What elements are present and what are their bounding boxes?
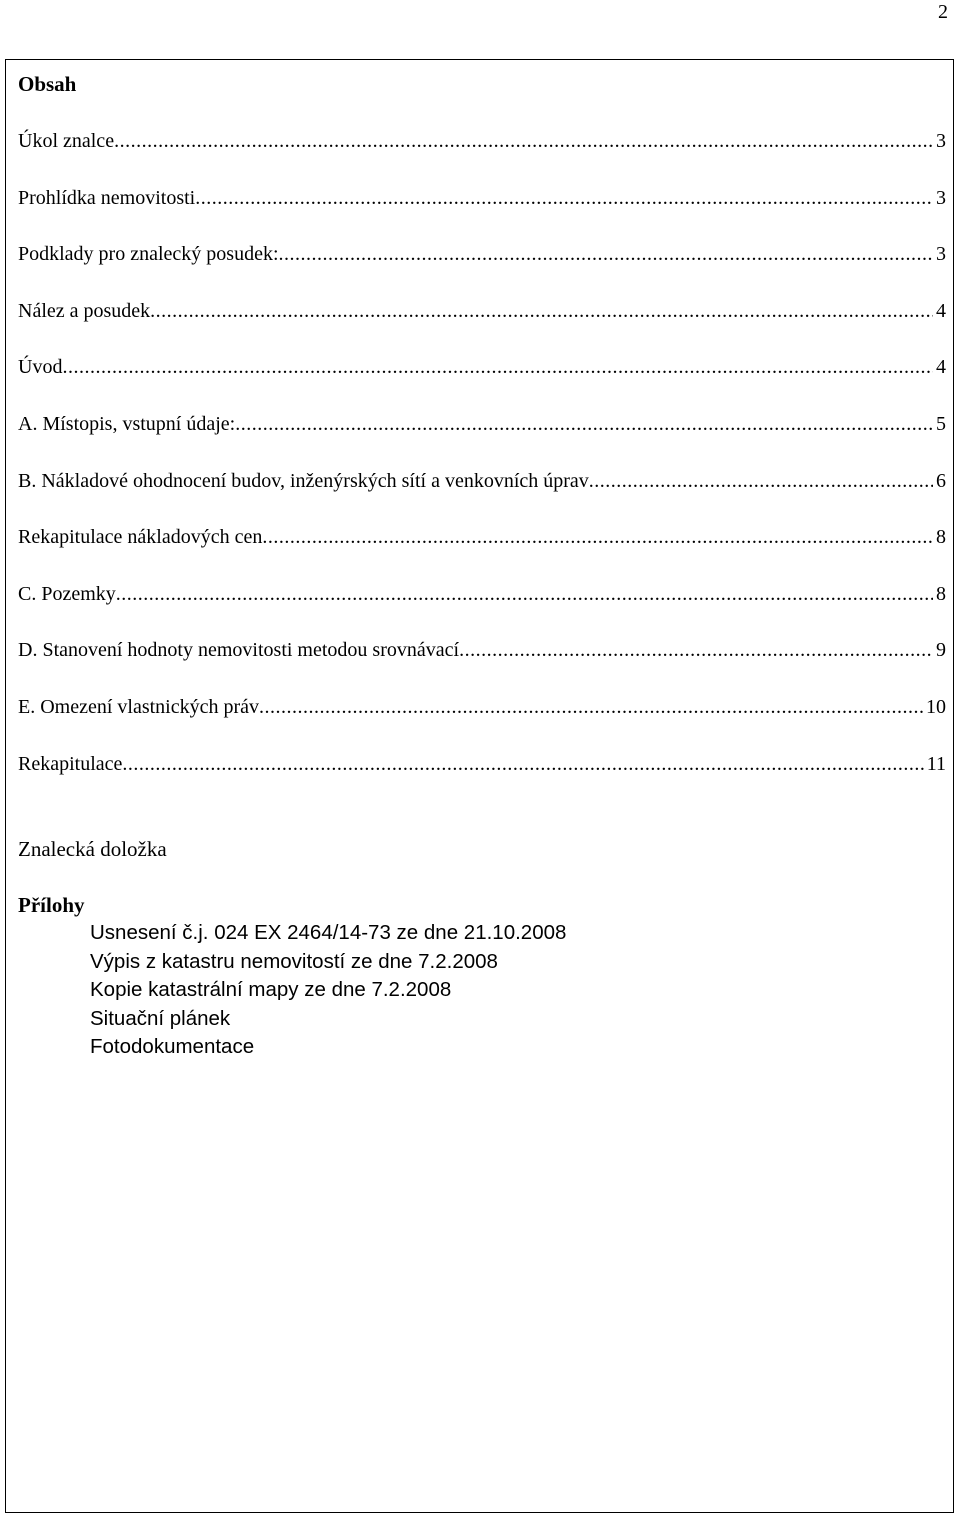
attachment-item: Fotodokumentace — [90, 1035, 255, 1059]
toc-entry-page: 6 — [936, 469, 946, 492]
toc-entry-label: E. Omezení vlastnických práv — [18, 695, 260, 718]
toc-entry-page: 9 — [936, 639, 946, 662]
toc-entry-label: Podklady pro znalecký posudek: — [18, 243, 279, 266]
toc-entry-label: Rekapitulace — [18, 752, 123, 775]
toc-entry[interactable] — [18, 241, 946, 298]
toc-entry-label: A. Místopis, vstupní údaje: — [18, 412, 236, 435]
toc-entry[interactable] — [18, 468, 946, 525]
toc-entry-page: 8 — [936, 582, 946, 605]
toc-entry-label: C. Pozemky — [18, 582, 116, 605]
toc-entry-page: 11 — [926, 752, 946, 775]
toc-entry-page: 10 — [926, 695, 946, 718]
attachment-item: Kopie katastrální mapy ze dne 7.2.2008 — [90, 978, 452, 1002]
toc-entry-label: Prohlídka nemovitosti — [18, 186, 196, 209]
toc-entry-label: Rekapitulace nákladových cen — [18, 526, 263, 549]
toc-entry-page: 5 — [936, 412, 946, 435]
toc-leader-dots — [114, 128, 933, 154]
attachment-item: Výpis z katastru nemovitostí ze dne 7.2.2008 — [90, 949, 498, 973]
toc-leader-dots — [589, 468, 933, 494]
toc-entry-page: 8 — [936, 526, 946, 549]
toc-leader-dots — [279, 241, 934, 267]
toc-leader-dots — [62, 354, 933, 380]
toc-entry[interactable] — [18, 128, 946, 185]
toc-entry[interactable] — [18, 185, 946, 242]
toc-leader-dots — [259, 694, 923, 720]
toc-leader-dots — [459, 637, 933, 663]
toc-entry-page: 3 — [936, 130, 946, 152]
attachments-list — [90, 919, 566, 1062]
toc-entry[interactable] — [18, 298, 946, 355]
toc-entry[interactable] — [18, 411, 946, 468]
toc-entry[interactable] — [18, 694, 946, 751]
toc-entry-label: Úkol znalce — [18, 130, 115, 152]
toc-leader-dots — [235, 411, 933, 437]
toc-entry-page: 3 — [936, 186, 946, 209]
toc-leader-dots — [262, 524, 933, 550]
toc-entry-page: 4 — [936, 299, 946, 322]
toc-entry-label: Úvod — [18, 356, 63, 379]
toc-leader-dots — [195, 185, 933, 211]
page-number: 2 — [938, 1, 948, 23]
toc-leader-dots — [122, 751, 923, 777]
toc-leader-dots — [116, 581, 933, 607]
expert-clause-heading: Znalecká doložka — [18, 837, 167, 861]
toc-title: Obsah — [18, 72, 77, 96]
attachment-item: Situační plánek — [90, 1006, 231, 1030]
table-of-contents — [18, 128, 946, 807]
toc-entry-label: Nález a posudek — [18, 299, 151, 322]
toc-entry-label: B. Nákladové ohodnocení budov, inženýrských sítí a venkovních úprav — [18, 469, 589, 492]
toc-entry-page: 4 — [936, 356, 946, 379]
toc-leader-dots — [150, 298, 933, 324]
toc-entry[interactable] — [18, 581, 946, 638]
toc-entry[interactable] — [18, 524, 946, 581]
toc-entry-page: 3 — [936, 243, 946, 266]
toc-entry[interactable] — [18, 354, 946, 411]
toc-entry[interactable] — [18, 637, 946, 694]
attachments-heading: Přílohy — [18, 893, 85, 917]
toc-entry[interactable] — [18, 751, 946, 808]
attachment-item: Usnesení č.j. 024 EX 2464/14-73 ze dne 21.10.2008 — [90, 921, 567, 944]
toc-entry-label: D. Stanovení hodnoty nemovitosti metodou srovnávací — [18, 639, 460, 662]
